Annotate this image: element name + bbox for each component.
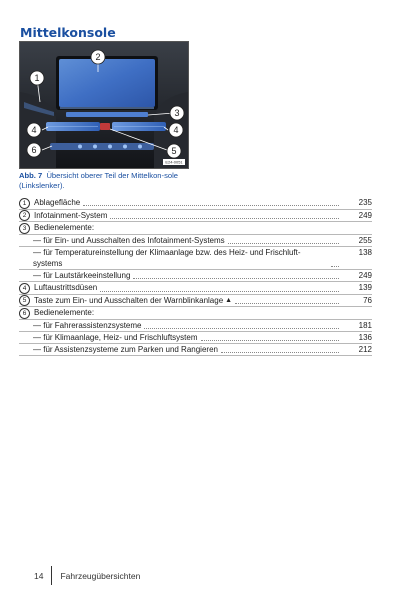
- legend-label: — für Fahrerassistenzsysteme: [33, 320, 142, 330]
- callout-4-right: [169, 123, 183, 137]
- legend-label: — für Assistenzsysteme zum Parken und Rangieren: [33, 345, 218, 355]
- legend-label: Infotainment-System: [34, 210, 108, 220]
- svg-text:1: 1: [34, 73, 40, 84]
- center-console-illustration: [20, 42, 188, 168]
- caption-text: Übersicht oberer Teil der Mittelkon-sole (Linkslenker).: [19, 171, 178, 190]
- legend-subentry: [19, 320, 372, 332]
- legend-entry: [19, 210, 372, 223]
- figure-caption: [19, 171, 194, 191]
- page-reference: 138: [358, 247, 372, 257]
- dot-leader: [201, 340, 340, 341]
- dot-leader: [221, 352, 339, 353]
- page-reference: 212: [358, 345, 372, 355]
- page-reference: 136: [358, 333, 372, 343]
- dot-leader: [133, 278, 339, 279]
- legend-label: — für Klimaanlage, Heiz- und Frischluftsystem: [33, 333, 198, 343]
- legend-label: — für Lautstärkeeinstellung: [33, 271, 131, 281]
- callout-4-left: [27, 123, 41, 137]
- legend-entry: [19, 197, 372, 210]
- page-reference: 181: [358, 320, 372, 330]
- dot-leader: [228, 243, 339, 244]
- legend-label: Taste zum Ein- und Ausschalten der Warnblinkanlage: [34, 295, 224, 305]
- legend-label: Bedienelemente:: [34, 223, 95, 232]
- page-reference: 255: [358, 235, 372, 245]
- legend-entry: [19, 282, 372, 295]
- legend-subentry: [19, 344, 372, 356]
- footer-section: Fahrzeugübersichten: [60, 570, 141, 581]
- page-reference: 249: [358, 210, 372, 220]
- svg-text:4: 4: [31, 125, 37, 136]
- legend-list: [19, 197, 372, 356]
- callout-5: [167, 144, 181, 158]
- dot-leader: [100, 291, 339, 292]
- svg-text:2: 2: [95, 52, 101, 63]
- legend-subentry: [19, 247, 372, 270]
- legend-number-badge: 3: [19, 223, 30, 234]
- center-console-figure: [19, 41, 189, 169]
- page-reference: 139: [358, 283, 372, 293]
- page-reference: 235: [358, 198, 372, 207]
- legend-label: Ablagefläche: [34, 198, 81, 207]
- legend-number-badge: 6: [19, 308, 30, 319]
- legend-subentry: [19, 270, 372, 282]
- legend-number-badge: 5: [19, 295, 30, 306]
- dot-leader: [235, 303, 339, 304]
- legend-number-badge: 4: [19, 283, 30, 294]
- legend-label: Bedienelemente:: [34, 308, 95, 318]
- figure-code: E24-0051: [165, 159, 183, 165]
- svg-text:3: 3: [174, 108, 180, 119]
- page-number: 14: [34, 570, 44, 581]
- svg-text:6: 6: [31, 145, 37, 156]
- callout-3: [170, 106, 184, 120]
- callout-6: [27, 143, 41, 157]
- legend-number-badge: 1: [19, 198, 30, 209]
- footer-divider: [51, 566, 52, 585]
- legend-subentry: [19, 332, 372, 344]
- dot-leader: [110, 218, 339, 219]
- legend-entry: [19, 307, 372, 320]
- dot-leader: [331, 266, 339, 267]
- page-reference: 76: [363, 295, 372, 305]
- legend-subentry: [19, 235, 372, 247]
- legend-entry: [19, 295, 372, 308]
- legend-label: — für Temperatureinstellung der Klimaanlage bzw. des Heiz- und Frischluft-systems: [33, 247, 301, 268]
- svg-text:5: 5: [171, 146, 177, 157]
- warning-triangle-icon: ▲: [223, 296, 233, 304]
- legend-entry: [19, 222, 372, 235]
- page-title: Mittelkonsole: [20, 25, 116, 40]
- page-reference: 249: [358, 271, 372, 281]
- legend-label: Luftaustrittsdüsen: [34, 283, 98, 293]
- svg-text:4: 4: [173, 125, 179, 136]
- legend-label: — für Ein- und Ausschalten des Infotainment-Systems: [33, 235, 225, 245]
- dot-leader: [83, 205, 339, 206]
- callout-1: [30, 71, 44, 85]
- page-footer: [34, 566, 140, 585]
- dot-leader: [144, 328, 339, 329]
- callout-2: [91, 50, 105, 64]
- caption-label: Abb. 7: [19, 171, 43, 180]
- legend-number-badge: 2: [19, 210, 30, 221]
